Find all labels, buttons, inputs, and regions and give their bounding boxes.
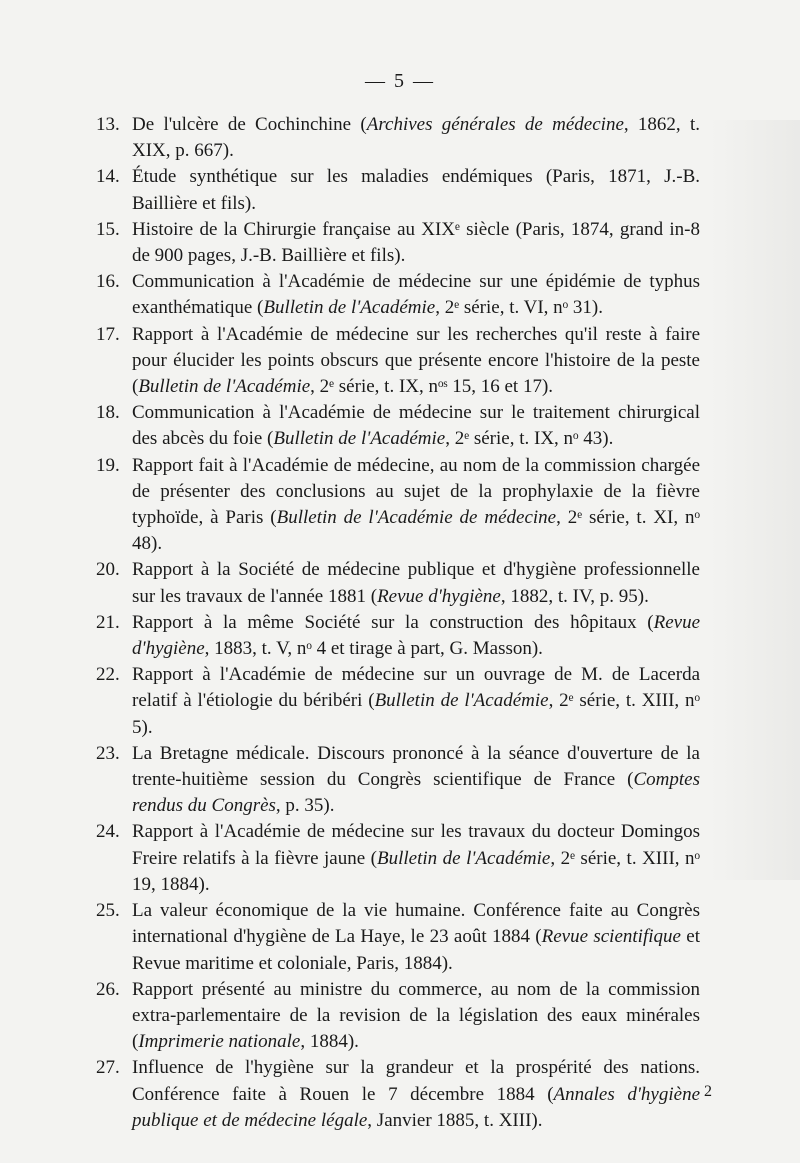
entry-text: Rapport à l'Académie de médecine sur les travaux du docteur Domingos Freire relatifs à la fièvre jaune (Bulletin de l'Académie, 2ᵉ série, t. XIII, nᵒ 19, 1884). [132,821,700,895]
list-item [96,112,700,164]
list-item [96,322,700,401]
bibliography-list [96,112,701,1134]
entry-number: 22. [96,664,120,686]
list-item [96,400,700,452]
entry-text: Rapport à l'Académie de médecine sur un ouvrage de M. de Lacerda relatif à l'étiologie du béribéri (Bulletin de l'Académie, 2ᵉ série, t. XIII, nᵒ 5). [132,664,700,738]
entry-number: 15. [96,218,120,240]
entry-number: 19. [96,454,120,476]
list-item [96,662,700,741]
entry-text: La valeur économique de la vie humaine. Conférence faite au Congrès international d'hygiène de La Haye, le 23 août 1884 (Revue scientifique et Revue maritime et coloniale, Paris, 1884). [132,900,700,974]
list-item [96,1055,701,1134]
entry-text: Influence de l'hygiène sur la grandeur et la prospérité des nations. Conférence faite à Rouen le 7 décembre 1884 (Annales d'hygiène publique et de médecine légale, Janvier 1885, t. XIII). [132,1057,701,1131]
entry-number: 13. [96,114,120,135]
entry-number: 25. [96,900,120,922]
signature-mark: 2 [704,1083,712,1100]
entry-text: Histoire de la Chirurgie française au XIXᵉ siècle (Paris, 1874, grand in-8 de 900 pages, J.-B. Baillière et fils). [132,218,700,267]
list-item [96,898,700,977]
list-item [96,217,700,269]
entry-number: 16. [96,271,120,293]
entry-number: 14. [96,166,120,188]
entry-number: 18. [96,402,120,424]
entry-text: Rapport à l'Académie de médecine sur les recherches qu'il reste à faire pour élucider les points obscurs que présente encore l'histoire de la peste (Bulletin de l'Académie, 2ᵉ série, t. IX, nᵒˢ 15, 16 et 17). [132,323,700,398]
entry-number: 24. [96,821,120,843]
entry-text: Communication à l'Académie de médecine sur le traitement chirurgical des abcès du foie (Bulletin de l'Académie, 2ᵉ série, t. IX, nᵒ 43). [132,402,700,450]
entry-text: Rapport à la Société de médecine publique et d'hygiène professionnelle sur les travaux de l'année 1881 (Revue d'hygiène, 1882, t. IV, p. 95). [132,559,700,607]
entry-number: 17. [96,323,120,345]
entry-number: 20. [96,559,120,581]
list-item [96,741,700,820]
show-through-shadow [710,120,800,880]
list-item [96,557,700,609]
entry-text: Rapport à la même Société sur la construction des hôpitaux (Revue d'hygiène, 1883, t. V, nᵒ 4 et tirage à part, G. Masson). [132,611,700,660]
list-item [96,819,700,898]
entry-text: Étude synthétique sur les maladies endémiques (Paris, 1871, J.-B. Baillière et fils). [132,166,700,214]
list-item [96,977,700,1056]
list-item [96,453,700,558]
list-item [96,269,700,321]
entry-text: Rapport fait à l'Académie de médecine, au nom de la commission chargée de présenter des conclusions au sujet de la prophylaxie de la fièvre typhoïde, à Paris (Bulletin de l'Académie de médecine, 2ᵉ série, t. XI, nᵒ 48). [132,454,700,555]
entry-number: 27. [96,1057,120,1079]
entry-text: De l'ulcère de Cochinchine (Archives générales de médecine, 1862, t. XIX, p. 667). [132,114,700,162]
list-item [96,164,700,216]
entry-number: 21. [96,611,120,633]
page-number-header: — 5 — [365,70,435,92]
entry-number: 23. [96,742,120,764]
entry-number: 26. [96,978,120,1000]
list-item [96,610,700,662]
entry-text: Communication à l'Académie de médecine sur une épidémie de typhus exanthématique (Bulletin de l'Académie, 2ᵉ série, t. VI, nᵒ 31). [132,271,700,319]
entry-text: La Bretagne médicale. Discours prononcé à la séance d'ouverture de la trente-huitième session du Congrès scientifique de France (Comptes rendus du Congrès, p. 35). [132,742,700,817]
entry-text: Rapport présenté au ministre du commerce, au nom de la commission extra-parlementaire de la revision de la législation des eaux minérales (Imprimerie nationale, 1884). [132,978,700,1053]
